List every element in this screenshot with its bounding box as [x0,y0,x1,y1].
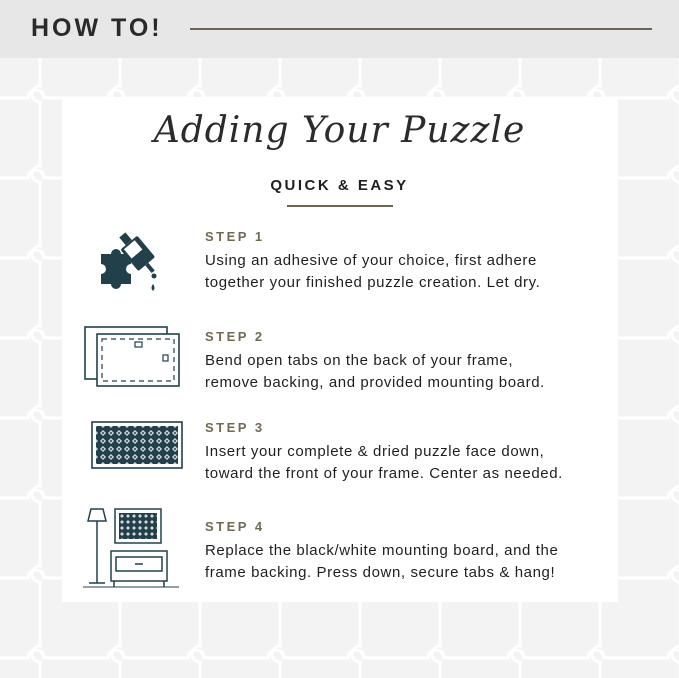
step-line: Insert your complete & dried puzzle face down, [205,443,545,460]
step-description [205,540,625,584]
step-label: STEP 3 [205,420,265,435]
step-line: Using an adhesive of your choice, first adhere [205,252,537,269]
page-title: HOW TO! [31,14,163,42]
step-line: toward the front of your frame. Center as needed. [205,465,563,482]
script-title: Adding Your Puzzle [153,110,526,151]
subtitle: QUICK & EASY [270,177,409,194]
header-divider [190,28,652,30]
step-label: STEP 2 [205,329,265,344]
glue-bottle-puzzle-icon [97,232,167,298]
step-label: STEP 4 [205,519,265,534]
step-description [205,250,625,294]
step-line: Bend open tabs on the back of your frame, [205,352,514,369]
step-line: Replace the black/white mounting board, and the [205,542,559,559]
step-line: remove backing, and provided mounting board. [205,374,545,391]
step-description [205,441,625,485]
step-line: frame backing. Press down, secure tabs & hang! [205,564,556,581]
frame-backing-icon [83,325,183,391]
puzzle-in-frame-icon [91,421,183,469]
header-bar [0,0,679,58]
hanging-frame-room-icon [83,507,179,589]
step-description [205,350,625,394]
step-line: together your finished puzzle creation. Let dry. [205,274,541,291]
subtitle-divider [287,205,393,207]
step-label: STEP 1 [205,229,265,244]
